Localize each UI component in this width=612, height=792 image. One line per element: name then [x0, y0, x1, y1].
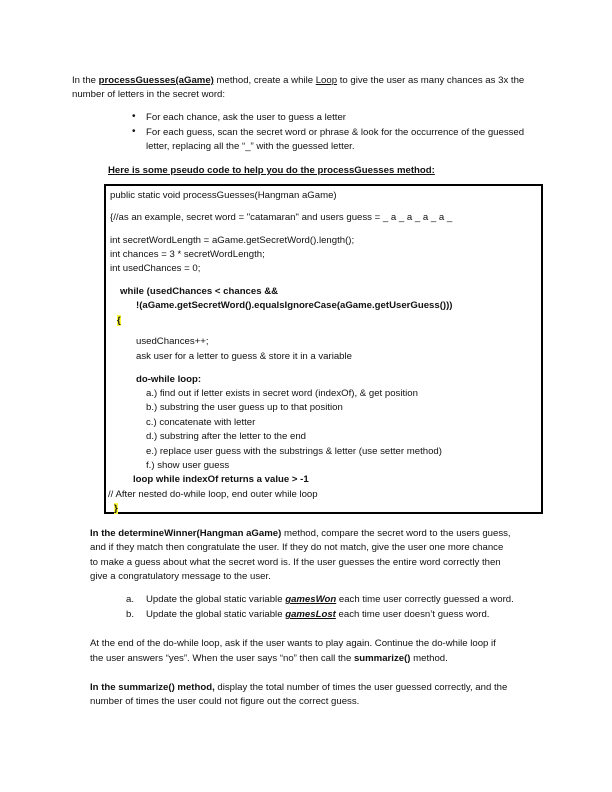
code-step: f.) show user guess [146, 460, 230, 471]
bullet-icon: • [132, 111, 136, 122]
winner-line-1: In the determineWinner(Hangman aGame) method, compare the secret word to the users guess, [90, 528, 511, 539]
summarize-line-1: In the summarize() method, display the total number of times the user guessed correctly, and the [90, 682, 508, 693]
code-example-comment: {//as an example, secret word = "catamaran" and users guess = _ a _ a _ a _ a _ [110, 212, 453, 223]
code-dowhile-label: do-while loop: [136, 374, 202, 385]
code-step: c.) concatenate with letter [146, 417, 256, 428]
winner-line-3: to make a guess about what the secret word is. If the user guesses the entire word correctly then [90, 557, 501, 568]
code-signature: public static void processGuesses(Hangman aGame) [110, 190, 337, 201]
code-open-brace: { [117, 315, 121, 326]
winner-line-4: give a congratulatory message to the user. [90, 571, 271, 582]
end-line-2: the user answers “yes”. When the user says “no” then call the summarize() method. [90, 653, 448, 664]
bullet-item: For each chance, ask the user to guess a letter [146, 112, 346, 123]
code-step: b.) substring the user guess up to that position [146, 402, 343, 413]
code-decl: int secretWordLength = aGame.getSecretWord().length(); [110, 235, 355, 246]
update-marker: b. [126, 609, 135, 620]
summarize-line-2: number of times the user could not figure out the correct guess. [90, 696, 360, 707]
code-decl: int usedChances = 0; [110, 263, 201, 274]
code-loop-condition: loop while indexOf returns a value > -1 [133, 474, 309, 485]
bullet-item: For each guess, scan the secret word or phrase & look for the occurrence of the guessed [146, 127, 525, 138]
code-step: e.) replace user guess with the substrings & letter (use setter method) [146, 446, 442, 457]
winner-line-2: and if they match then congratulate the user. If they do not match, give the user one more chance [90, 542, 504, 553]
code-ask-user: ask user for a letter to guess & store it in a variable [136, 351, 352, 362]
intro-line-1: In the processGuesses(aGame) method, create a while Loop to give the user as many chances as 3x the [72, 75, 525, 86]
code-step: a.) find out if letter exists in secret word (indexOf), & get position [146, 388, 418, 399]
bullet-icon: • [132, 126, 136, 137]
code-while-condition: while (usedChances < chances && [120, 286, 279, 297]
intro-line-2: number of letters in the secret word: [72, 89, 226, 100]
code-after-comment: // After nested do-while loop, end outer while loop [108, 489, 318, 500]
update-item-games-lost: Update the global static variable gamesLost each time user doesn’t guess word. [146, 609, 490, 620]
code-decl: int chances = 3 * secretWordLength; [110, 249, 265, 260]
code-step: d.) substring after the letter to the end [146, 431, 306, 442]
update-marker: a. [126, 594, 135, 605]
process-guesses-method: processGuesses(aGame) [98, 75, 214, 86]
update-item-games-won: Update the global static variable gamesWon each time user correctly guessed a word. [146, 594, 514, 605]
code-while-condition-cont: !(aGame.getSecretWord().equalsIgnoreCase(aGame.getUserGuess())) [136, 300, 453, 311]
code-increment: usedChances++; [136, 336, 209, 347]
pseudo-code-heading: Here is some pseudo code to help you do the processGuesses method: [108, 165, 435, 176]
bullet-item-continued: letter, replacing all the “_” with the guessed letter. [146, 141, 355, 152]
code-close-brace: } [114, 503, 118, 514]
end-line-1: At the end of the do-while loop, ask if the user wants to play again. Continue the do-while loop if [90, 638, 496, 649]
